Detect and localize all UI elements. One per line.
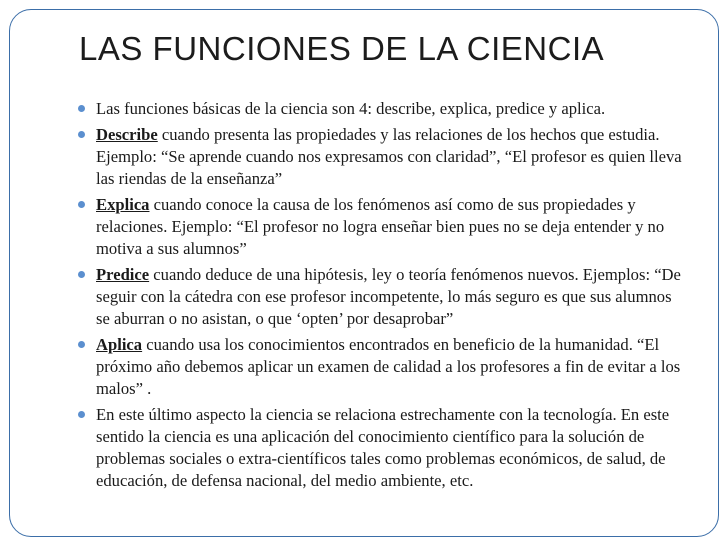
bullet-item	[76, 194, 688, 260]
bullet-item	[76, 334, 688, 400]
bullet-icon	[78, 105, 85, 112]
bullet-term: Explica	[96, 195, 150, 214]
bullet-icon	[78, 131, 85, 138]
bullet-item	[76, 264, 688, 330]
bullet-text: cuando usa los conocimientos encontrados en beneficio de la humanidad. “El próximo año debemos aplicar un examen de calidad a los profesores a fin de evitar a los malos” .	[96, 335, 681, 398]
bullet-term: Aplica	[96, 335, 143, 354]
bullet-item	[76, 404, 688, 492]
bullet-list	[76, 98, 688, 496]
bullet-text: cuando conoce la causa de los fenómenos así como de sus propiedades y relaciones. Ejemplo: “El profesor no logra enseñar bien pues no se deja entender y no motiva a sus alumnos”	[96, 195, 665, 258]
bullet-icon	[78, 411, 85, 418]
bullet-icon	[78, 201, 85, 208]
bullet-text: Las funciones básicas de la ciencia son 4: describe, explica, predice y aplica.	[96, 99, 606, 118]
bullet-text: cuando presenta las propiedades y las relaciones de los hechos que estudia. Ejemplo: “Se aprende cuando nos expresamos con claridad”, “El profesor es quien lleva las riendas de la enseñanza”	[96, 125, 682, 188]
bullet-item	[76, 124, 688, 190]
bullet-term: Predice	[96, 265, 150, 284]
bullet-term: Describe	[96, 125, 158, 144]
bullet-item	[76, 98, 688, 120]
bullet-icon	[78, 341, 85, 348]
bullet-icon	[78, 271, 85, 278]
bullet-text: En este último aspecto la ciencia se relaciona estrechamente con la tecnología. En este sentido la ciencia es una aplicación del conocimiento científico para la solución de problemas sociales o extra-científicos tales como problemas económicos, de salud, de educación, de defensa nacional, del medio ambiente, etc.	[96, 405, 670, 490]
bullet-text: cuando deduce de una hipótesis, ley o teoría fenómenos nuevos. Ejemplos: “De seguir con la cátedra con ese profesor incompetente, lo más seguro es que sus alumnos se aburran o no asistan, o que ‘opten’ por desaprobar”	[96, 265, 681, 328]
slide-title: LAS FUNCIONES DE LA CIENCIA	[79, 30, 605, 67]
